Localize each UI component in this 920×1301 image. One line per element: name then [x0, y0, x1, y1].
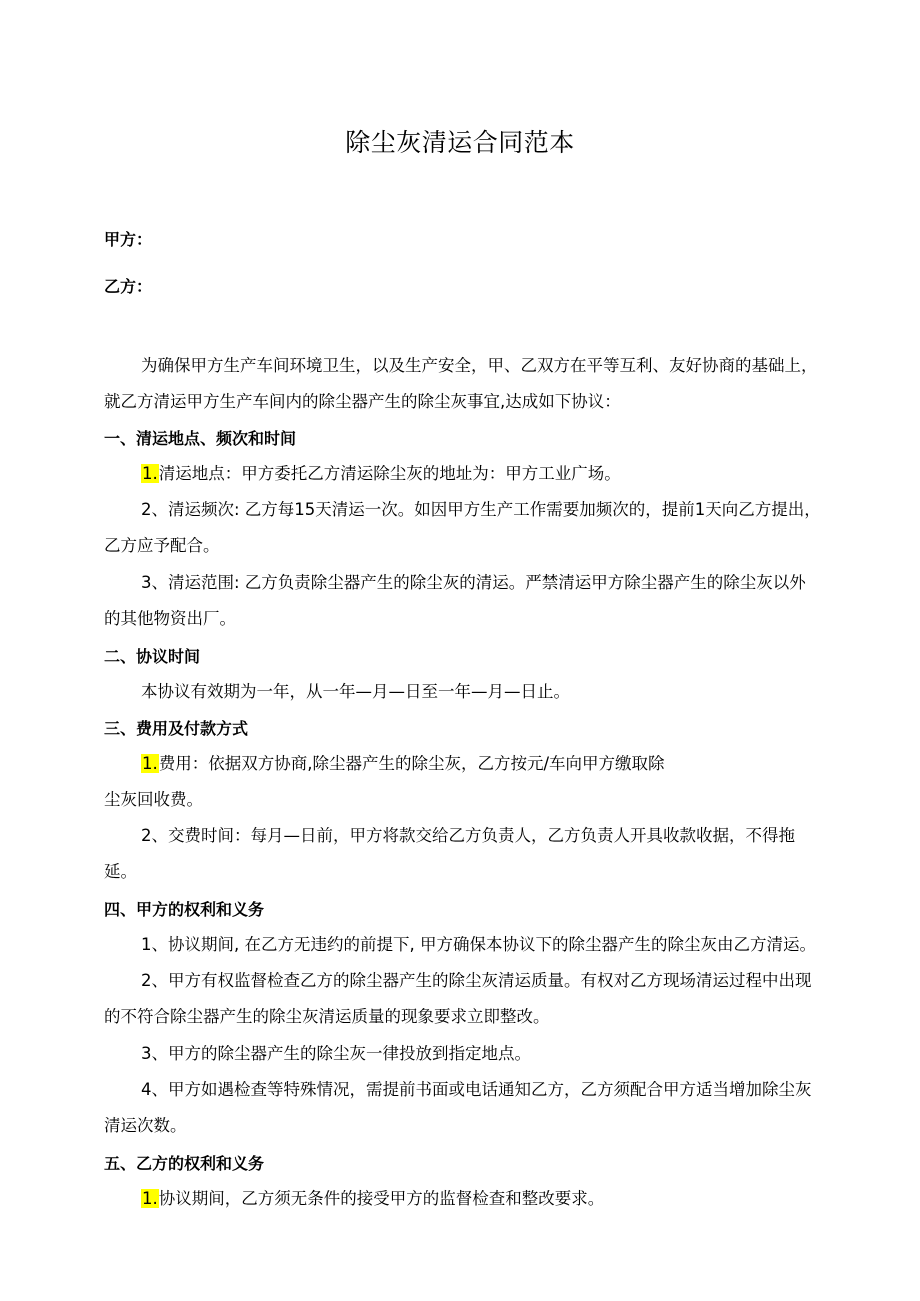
section-1-item-2-line-1: 2、清运频次: 乙方每15天清运一次。如因甲方生产工作需要加频次的，提前1天向乙方提出，	[141, 500, 821, 519]
section-1-item-1-text: 清运地点：甲方委托乙方清运除尘灰的地址为：甲方工业广场。	[158, 464, 621, 483]
highlighted-item-number: 1.	[142, 754, 158, 773]
highlighted-item-number: 1.	[142, 1189, 158, 1208]
highlighted-item-number: 1.	[142, 464, 158, 483]
section-5-item-1	[141, 1187, 604, 1211]
section-4-heading: 四、甲方的权利和义务	[104, 900, 265, 919]
section-1-heading: 一、清运地点、频次和时间	[104, 429, 297, 448]
party-b-label: 乙方：	[104, 277, 153, 296]
section-3-item-2-line-1: 2、交费时间：每月—日前，甲方将款交给乙方负责人，乙方负责人开具收款收据，不得拖	[141, 826, 795, 845]
section-3-item-1-text: 费用：依据双方协商,除尘器产生的除尘灰，乙方按元/车向甲方缴取除	[158, 754, 665, 773]
section-5-item-1-text: 协议期间，乙方须无条件的接受甲方的监督检查和整改要求。	[158, 1189, 605, 1208]
section-1-item-3-line-2: 的其他物资出厂。	[104, 609, 236, 628]
section-5-heading: 五、乙方的权利和义务	[104, 1154, 265, 1173]
document-title: 除尘灰清运合同范本	[345, 128, 575, 157]
intro-line-2: 就乙方清运甲方生产车间内的除尘器产生的除尘灰事宜,达成如下协议：	[104, 392, 621, 411]
section-1-item-2-line-2: 乙方应予配合。	[104, 536, 220, 555]
section-3-item-1-line-2: 尘灰回收费。	[104, 790, 203, 809]
section-3-heading: 三、费用及付款方式	[104, 719, 249, 738]
party-a-label: 甲方：	[104, 230, 153, 249]
intro-line-1: 为确保甲方生产车间环境卫生，以及生产安全，甲、乙双方在平等互利、友好协商的基础上，	[141, 356, 818, 375]
section-4-item-2-line-1: 2、甲方有权监督检查乙方的除尘器产生的除尘灰清运质量。有权对乙方现场清运过程中出现	[141, 971, 812, 990]
section-3-item-1-line-1	[141, 752, 665, 776]
section-1-item-1	[141, 462, 621, 486]
section-4-item-2-line-2: 的不符合除尘器产生的除尘灰清运质量的现象要求立即整改。	[104, 1007, 550, 1026]
section-1-item-3-line-1: 3、清运范围: 乙方负责除尘器产生的除尘灰的清运。严禁清运甲方除尘器产生的除尘灰以外	[141, 573, 806, 592]
section-3-item-2-line-2: 延。	[104, 862, 137, 881]
section-4-item-1: 1、协议期间, 在乙方无违约的前提下, 甲方确保本协议下的除尘器产生的除尘灰由乙方清运。	[141, 935, 816, 954]
section-4-item-4-line-1: 4、甲方如遇检查等特殊情况，需提前书面或电话通知乙方，乙方须配合甲方适当增加除尘灰	[141, 1080, 812, 1099]
section-2-text: 本协议有效期为一年，从一年—月—日至一年—月—日止。	[141, 682, 570, 701]
section-4-item-3: 3、甲方的除尘器产生的除尘灰一律投放到指定地点。	[141, 1044, 531, 1063]
section-2-heading: 二、协议时间	[104, 647, 201, 666]
section-4-item-4-line-2: 清运次数。	[104, 1116, 187, 1135]
